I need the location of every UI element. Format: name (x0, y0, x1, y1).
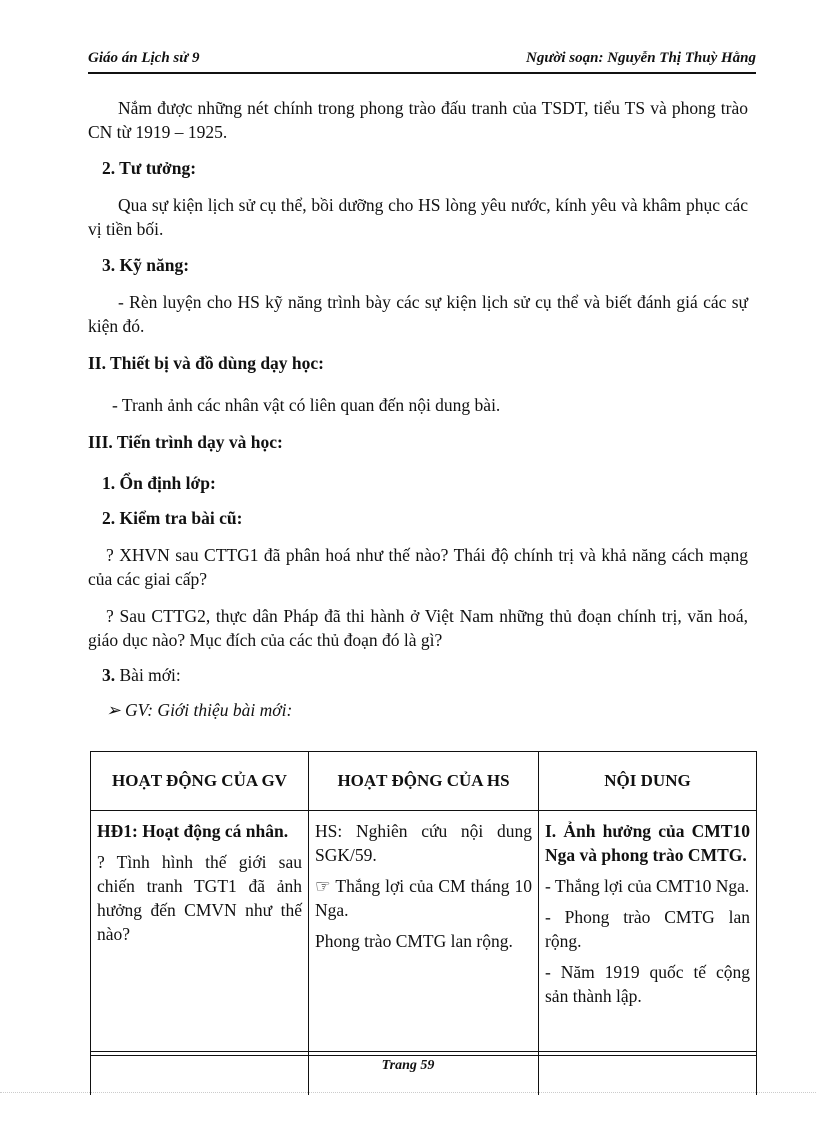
question-2: ? Sau CTTG2, thực dân Pháp đã thi hành ở Việt Nam những thủ đoạn chính trị, văn hoá, giáo dục nào? Mục đích của các thủ đoạn đó là gì? (88, 606, 748, 650)
equipment-text: - Tranh ảnh các nhân vật có liên quan đến nội dung bài. (112, 394, 501, 415)
header-hs: HOẠT ĐỘNG CỦA HS (309, 752, 539, 811)
question-1: ? XHVN sau CTTG1 đã phân hoá như thế nào? Thái độ chính trị và khả năng cách mạng của các giai cấp? (88, 545, 748, 589)
heading-thiet-bi: II. Thiết bị và đồ dùng dạy học: (88, 353, 325, 373)
heading-tu-tuong: 2. Tư tưởng: (102, 158, 197, 178)
table-header-row (91, 752, 757, 811)
hs-text-3: Phong trào CMTG lan rộng. (315, 931, 513, 951)
gv-activity-label: HĐ1: (97, 821, 138, 841)
gv-activity (97, 819, 302, 843)
heading-ky-nang: 3. Kỹ năng: (102, 255, 190, 275)
step-bai-moi-label: Bài mới: (119, 665, 181, 685)
nd-text-3: - Năm 1919 quốc tế cộng sản thành lập. (545, 962, 750, 1006)
objective-knowledge: Nắm được những nét chính trong phong trào đấu tranh của TSDT, tiểu TS và phong trào CN từ 1919 – 1925. (88, 98, 748, 142)
objective-skills: - Rèn luyện cho HS kỹ năng trình bày các sự kiện lịch sử cụ thể và biết đánh giá các sự kiện đó. (88, 292, 748, 336)
page-edge (0, 1092, 816, 1093)
lesson-table (90, 751, 757, 1095)
document-body (88, 96, 748, 722)
table-bottom-rule (90, 1051, 756, 1056)
page-header (88, 48, 756, 74)
header-gv: HOẠT ĐỘNG CỦA GV (91, 752, 309, 811)
nd-text-2: - Phong trào CMTG lan rộng. (545, 907, 750, 951)
hs-text-2: ☞ Thắng lợi của CM tháng 10 Nga. (315, 876, 532, 920)
step-bai-moi (102, 663, 748, 687)
gv-question: ? Tình hình thế giới sau chiến tranh TGT1 đã ảnh hưởng đến CMVN như thế nào? (97, 852, 302, 944)
page-number: Trang 59 (381, 1058, 435, 1073)
gv-intro: ➢ GV: Giới thiệu bài mới: (106, 700, 293, 720)
header-author: Người soạn: Nguyễn Thị Thuỳ Hằng (526, 50, 756, 66)
gv-activity-title: Hoạt động cá nhân. (137, 821, 289, 841)
hs-text-1: HS: Nghiên cứu nội dung SGK/59. (315, 821, 532, 865)
heading-tien-trinh: III. Tiến trình dạy và học: (88, 431, 283, 452)
header-subject: Giáo án Lịch sử 9 (88, 50, 200, 66)
nd-text-1: - Thắng lợi của CMT10 Nga. (545, 876, 750, 896)
header-noi-dung: NỘI DUNG (539, 752, 757, 811)
step-on-dinh: 1. Ổn định lớp: (102, 473, 216, 493)
step-bai-moi-number: 3. (102, 665, 116, 685)
nd-title: I. Ảnh hưởng của CMT10 Nga và phong trào CMTG. (545, 821, 750, 865)
objective-thinking: Qua sự kiện lịch sử cụ thể, bồi dưỡng cho HS lòng yêu nước, kính yêu và khâm phục các vị tiền bối. (88, 195, 748, 239)
step-kiem-tra: 2. Kiểm tra bài cũ: (102, 508, 243, 528)
